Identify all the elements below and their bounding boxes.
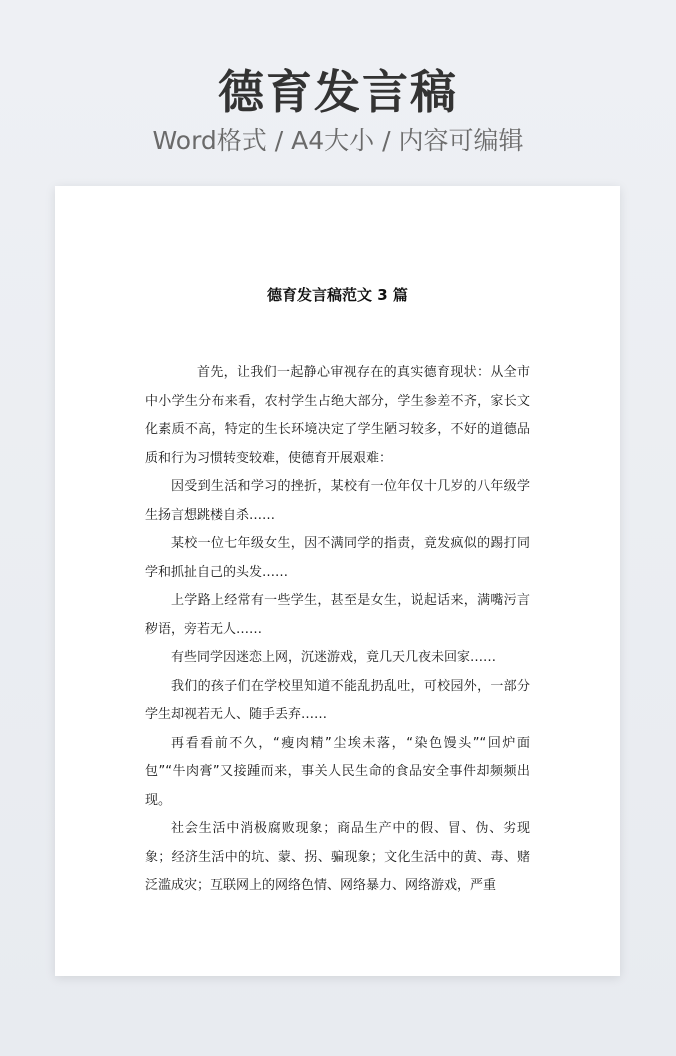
- document-body: [145, 359, 530, 901]
- paragraph: 上学路上经常有一些学生，甚至是女生，说起话来，满嘴污言秽语，旁若无人……: [145, 593, 530, 637]
- document-title: 德育发言稿范文 3 篇: [267, 286, 408, 304]
- paragraph: 我们的孩子们在学校里知道不能乱扔乱吐，可校园外，一部分学生却视若无人、随手丢弃……: [145, 678, 530, 722]
- paragraph: 有些同学因迷恋上网，沉迷游戏，竟几天几夜未回家……: [171, 650, 497, 665]
- hero-header: [0, 62, 676, 158]
- page-title: 德育发言稿: [218, 65, 458, 119]
- paragraph: 首先，让我们一起静心审视存在的真实德育现状：从全市中小学生分布来看，农村学生占绝大部分，学生参差不齐，家长文化素质不高，特定的生长环境决定了学生陋习较多，不好的道德品质和行为习惯转变较难，使德育开展艰难：: [145, 365, 530, 466]
- paragraph: 社会生活中消极腐败现象；商品生产中的假、冒、伪、劣现象；经济生活中的坑、蒙、拐、骗现象；文化生活中的黄、毒、赌泛滥成灾；互联网上的网络色情、网络暴力、网络游戏，严重: [145, 821, 530, 893]
- paragraph: 再看看前不久，“瘦肉精”尘埃未落，“染色馒头”“回炉面包”“牛肉膏”又接踵而来，事关人民生命的食品安全事件却频频出现。: [145, 735, 530, 808]
- document-page: [55, 186, 620, 976]
- paragraph: 因受到生活和学习的挫折，某校有一位年仅十几岁的八年级学生扬言想跳楼自杀……: [145, 479, 530, 523]
- paragraph: 某校一位七年级女生，因不满同学的指责，竟发疯似的踢打同学和抓扯自己的头发……: [145, 536, 530, 580]
- page-subtitle: Word格式 / A4大小 / 内容可编辑: [152, 126, 524, 155]
